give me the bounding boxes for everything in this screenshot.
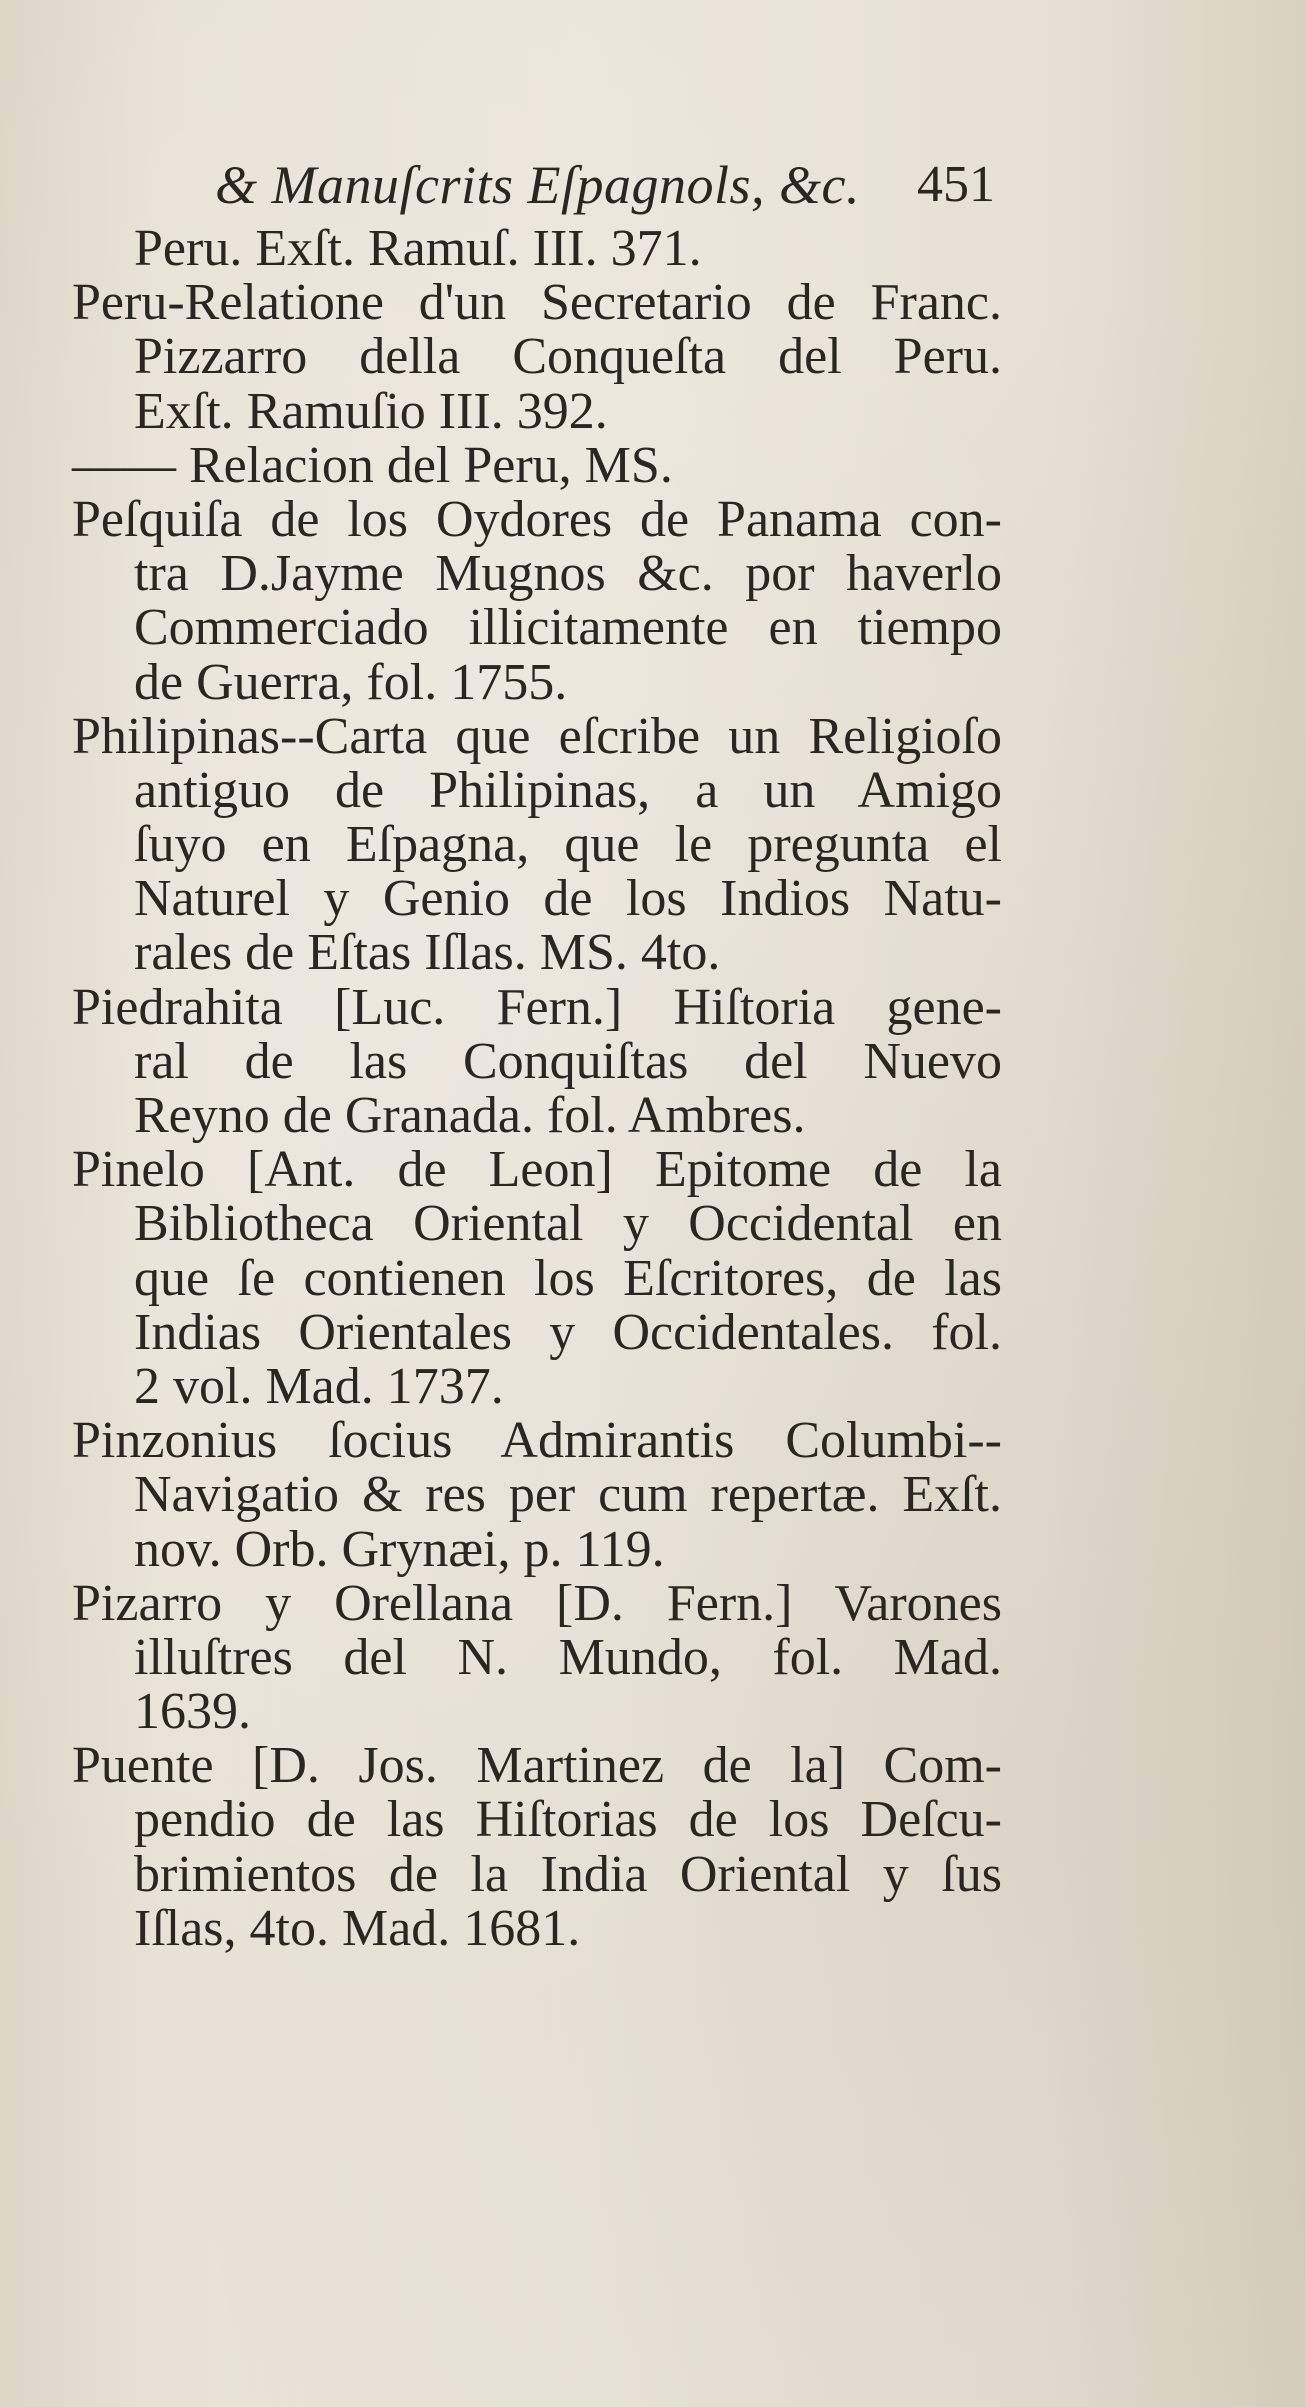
bibliography-entry <box>72 1143 1002 1414</box>
entry-line: Pizzarro della Conqueſta del Peru. <box>134 328 1002 386</box>
entry-line: nov. Orb. Grynæi, p. 119. <box>134 1520 665 1578</box>
bibliography-entry <box>72 978 1002 1144</box>
entry-line: ſuyo en Eſpagna, que le pregunta el <box>134 816 1002 874</box>
entry-line: de Guerra, fol. 1755. <box>134 653 568 711</box>
running-head <box>215 150 995 220</box>
entry-line: antiguo de Philipinas, a un Amigo <box>134 761 1002 819</box>
entry-line: illuſtres del N. Mundo, fol. Mad. <box>134 1628 1002 1686</box>
entry-line: Pizarro y Orellana [D. Fern.] Varones <box>72 1574 1002 1632</box>
entry-line: tra D.Jayme Mugnos &c. por haverlo <box>134 545 1002 603</box>
entry-line: Commerciado illicitamente en tiempo <box>134 599 1002 657</box>
entry-line: 1639. <box>134 1683 251 1741</box>
entry-line: Peru-Relatione d'un Secretario de Franc. <box>72 274 1002 332</box>
bibliography-entry <box>72 490 1002 711</box>
bibliography-entry <box>72 1574 1002 1741</box>
entry-line: pendio de las Hiſtorias de los Deſcu- <box>134 1791 1002 1849</box>
entry-line: que ſe contienen los Eſcritores, de las <box>134 1249 1002 1307</box>
entry-line: 2 vol. Mad. 1737. <box>134 1357 504 1415</box>
entry-line: Iſlas, 4to. Mad. 1681. <box>134 1899 581 1957</box>
entry-line: Peſquiſa de los Oydores de Panama con- <box>72 490 1002 548</box>
entry-line: ral de las Conquiſtas del Nuevo <box>134 1032 1002 1090</box>
entry-line: —— Relacion del Peru, MS. <box>72 436 673 494</box>
entry-line: Puente [D. Jos. Martinez de la] Com- <box>72 1737 1002 1795</box>
bibliography-entry <box>72 1414 1002 1577</box>
bibliography-entries <box>72 222 1002 1956</box>
entry-line: Reyno de Granada. fol. Ambres. <box>134 1087 806 1144</box>
entry-line: brimientos de la India Oriental y ſus <box>134 1845 1002 1903</box>
bibliography-entry <box>72 707 1002 982</box>
entry-line: Bibliotheca Oriental y Occidental en <box>134 1195 1002 1253</box>
entry-line: Philipinas--Carta que eſcribe un Religioſo <box>72 707 1002 765</box>
entry-line: Piedrahita [Luc. Fern.] Hiſtoria gene- <box>72 978 1002 1036</box>
entry-line: Peru. Exſt. Ramuſ. III. 371. <box>134 220 702 277</box>
entry-line: Pinelo [Ant. de Leon] Epitome de la <box>72 1141 1002 1199</box>
entry-line: Navigatio & res per cum repertæ. Exſt. <box>134 1466 1002 1524</box>
bibliography-entry <box>72 222 1002 276</box>
entry-line: Naturel y Genio de los Indios Natu- <box>134 870 1002 928</box>
bibliography-entry <box>72 276 1002 439</box>
running-title: & Manuſcrits Eſpagnols, &c. <box>215 155 860 215</box>
entry-line: Pinzonius ſocius Admirantis Columbi-- <box>72 1412 1002 1470</box>
entry-line: rales de Eſtas Iſlas. MS. 4to. <box>134 924 721 982</box>
page-number: 451 <box>917 156 995 213</box>
entry-line: Exſt. Ramuſio III. 392. <box>134 382 608 440</box>
bibliography-entry <box>72 436 1002 494</box>
bibliography-entry <box>72 1739 1002 1956</box>
entry-line: Indias Orientales y Occidentales. fol. <box>134 1303 1002 1361</box>
